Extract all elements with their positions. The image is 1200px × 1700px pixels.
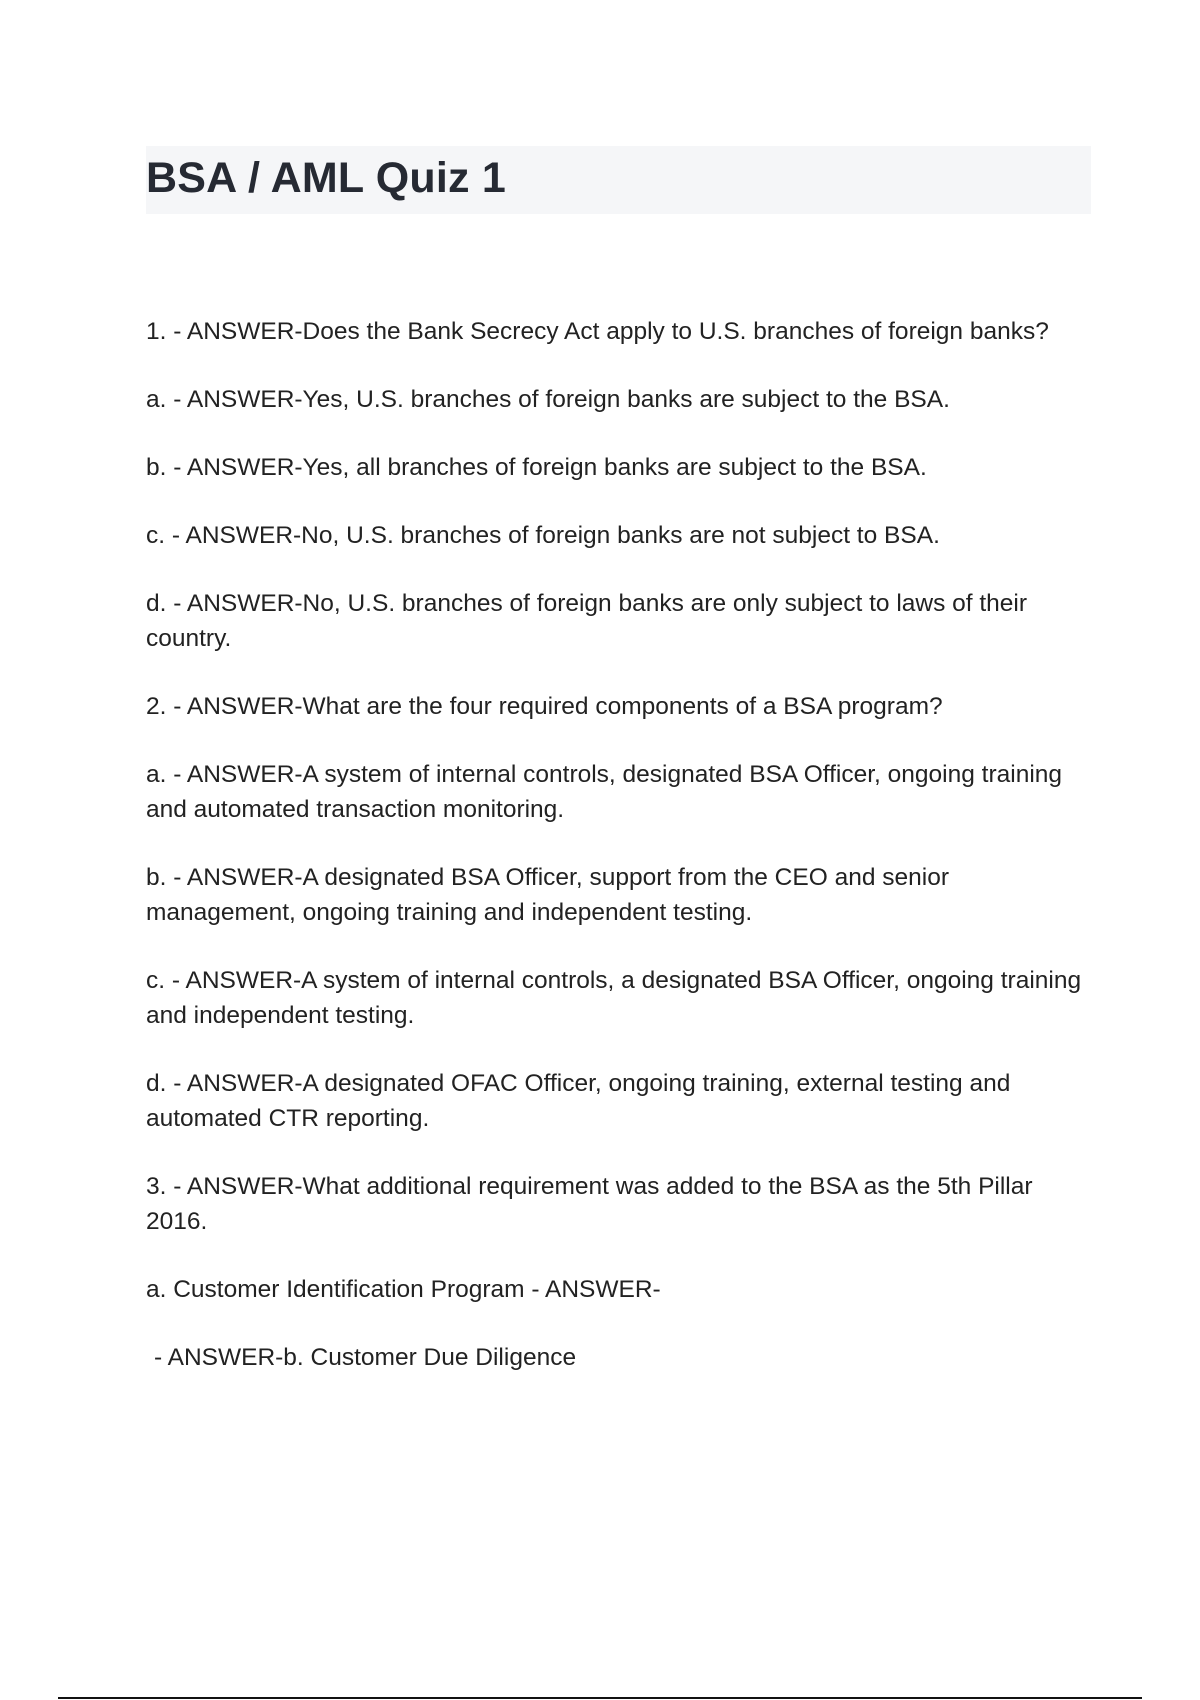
question-2-option-a: a. - ANSWER-A system of internal controls, designated BSA Officer, ongoing training and automated transaction monitoring. [146, 761, 1063, 823]
question-1-option-a: a. - ANSWER-Yes, U.S. branches of foreign banks are subject to the BSA. [146, 386, 950, 413]
question-2-option-c: c. - ANSWER-A system of internal controls, a designated BSA Officer, ongoing training and independent testing. [146, 967, 1082, 1029]
question-2-option-b: b. - ANSWER-A designated BSA Officer, support from the CEO and senior management, ongoing training and independent testing. [146, 864, 949, 926]
question-1-option-b: b. - ANSWER-Yes, all branches of foreign banks are subject to the BSA. [146, 454, 927, 481]
question-3-option-a: a. Customer Identification Program - ANSWER- [146, 1276, 661, 1303]
document-body [146, 314, 1086, 1408]
question-1: 1. - ANSWER-Does the Bank Secrecy Act apply to U.S. branches of foreign banks? [146, 318, 1049, 345]
question-2-option-d: d. - ANSWER-A designated OFAC Officer, ongoing training, external testing and automated CTR reporting. [146, 1070, 1011, 1132]
question-2: 2. - ANSWER-What are the four required components of a BSA program? [146, 693, 943, 720]
question-3: 3. - ANSWER-What additional requirement was added to the BSA as the 5th Pillar 2016. [146, 1173, 1033, 1235]
question-1-option-d: d. - ANSWER-No, U.S. branches of foreign banks are only subject to laws of their country. [146, 590, 1028, 652]
question-3-option-b: - ANSWER-b. Customer Due Diligence [154, 1344, 577, 1371]
footer-divider [58, 1697, 1142, 1699]
page-title: BSA / AML Quiz 1 [146, 154, 506, 202]
question-1-option-c: c. - ANSWER-No, U.S. branches of foreign banks are not subject to BSA. [146, 522, 940, 549]
